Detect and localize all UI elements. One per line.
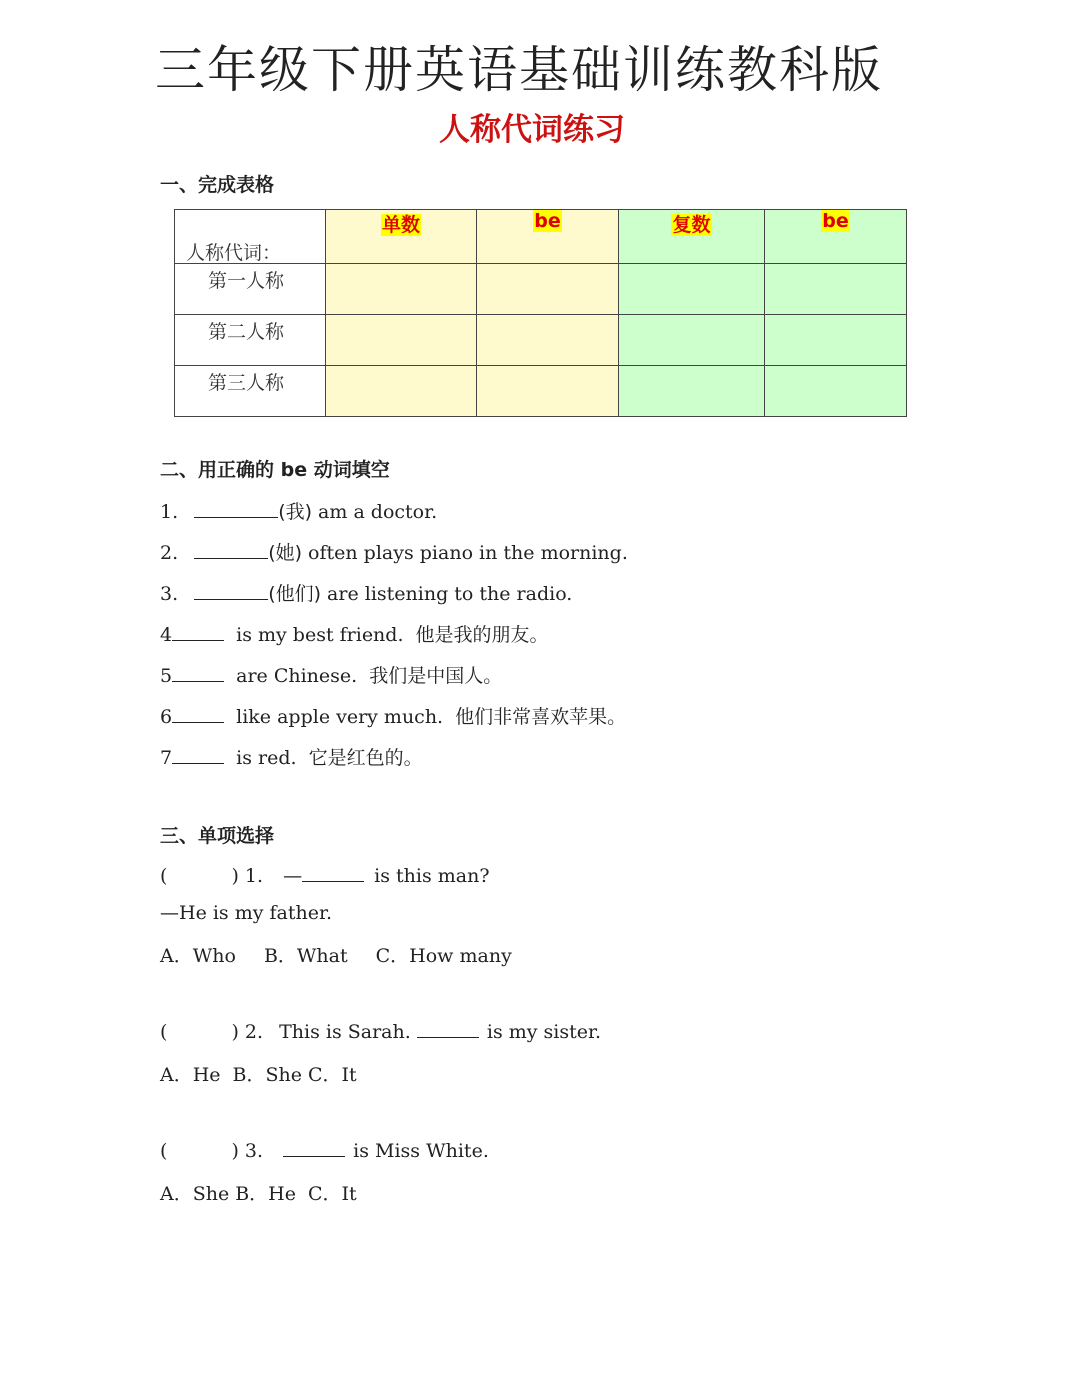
choice-question xyxy=(160,863,490,887)
item-text: are listening to the radio. xyxy=(321,583,573,605)
fill-item xyxy=(160,497,437,524)
item-hint: (我) xyxy=(278,501,313,523)
options-row xyxy=(160,1179,357,1206)
page-title: 三年级下册英语基础训练教科版 xyxy=(155,41,883,99)
answer-blank[interactable] xyxy=(194,540,268,559)
item-number: 3. xyxy=(160,583,179,605)
item-translation: 他们非常喜欢苹果。 xyxy=(455,706,627,728)
fill-item xyxy=(160,743,423,770)
answer-blank[interactable] xyxy=(194,581,268,600)
answer-paren-open[interactable]: ( xyxy=(160,1021,168,1043)
question-text: is this man? xyxy=(374,865,490,887)
item-translation: 我们是中国人。 xyxy=(369,665,503,687)
option-c[interactable]: C．It xyxy=(308,1183,357,1205)
header-be-plural xyxy=(765,210,907,264)
question-text: is my sister. xyxy=(486,1021,602,1043)
answer-paren-open[interactable]: ( xyxy=(160,1140,168,1162)
question-prefix: This is Sarah. xyxy=(279,1021,411,1043)
answer-cell[interactable] xyxy=(619,315,765,366)
item-text: often plays piano in the morning. xyxy=(302,542,628,564)
item-translation: 它是红色的。 xyxy=(308,747,423,769)
question-number: ) 3. xyxy=(231,1140,264,1162)
fill-item xyxy=(160,579,572,606)
row-label-cell xyxy=(175,366,326,417)
row-label-second-person: 第二人称 xyxy=(208,321,285,343)
row-label-cell xyxy=(175,264,326,315)
answer-cell[interactable] xyxy=(619,366,765,417)
question-prefix: — xyxy=(283,865,303,887)
fill-item xyxy=(160,620,549,647)
answer-cell[interactable] xyxy=(477,264,619,315)
header-plural xyxy=(619,210,765,264)
section-heading-table: 一、完成表格 xyxy=(160,174,275,196)
answer-cell[interactable] xyxy=(326,264,477,315)
answer-cell[interactable] xyxy=(765,264,907,315)
answer-blank[interactable] xyxy=(172,622,224,641)
row-label-third-person: 第三人称 xyxy=(208,372,285,394)
worksheet-subtitle: 人称代词练习 xyxy=(439,112,625,148)
item-text: like apple very much. xyxy=(230,706,444,728)
option-a[interactable]: A．She xyxy=(160,1183,230,1205)
fill-item xyxy=(160,538,628,565)
answer-paren-open[interactable]: ( xyxy=(160,865,168,887)
table-corner-label: 人称代词： xyxy=(186,242,282,264)
answer-cell[interactable] xyxy=(619,264,765,315)
answer-blank[interactable] xyxy=(172,745,224,764)
answer-blank[interactable] xyxy=(417,1019,479,1038)
answer-blank[interactable] xyxy=(172,663,224,682)
answer-blank[interactable] xyxy=(283,1138,345,1157)
question-number: ) 2. xyxy=(231,1021,264,1043)
header-be-singular-label: be xyxy=(534,210,561,232)
answer-blank[interactable] xyxy=(302,863,364,882)
item-number: 4 xyxy=(160,624,173,646)
options-row xyxy=(160,941,540,968)
pronoun-table xyxy=(174,209,907,417)
option-a[interactable]: A．He xyxy=(160,1064,221,1086)
table-corner-cell xyxy=(175,210,326,264)
question-number: ) 1. xyxy=(231,865,264,887)
answer-cell[interactable] xyxy=(477,366,619,417)
item-hint: (她) xyxy=(268,542,303,564)
answer-cell[interactable] xyxy=(765,315,907,366)
item-text: am a doctor. xyxy=(312,501,438,523)
option-b[interactable]: B．What xyxy=(263,945,348,967)
item-hint: (他们) xyxy=(268,583,322,605)
header-singular-label: 单数 xyxy=(381,214,420,236)
question-text: is Miss White. xyxy=(353,1140,489,1162)
option-a[interactable]: A．Who xyxy=(160,945,236,967)
section-heading-fill-blank: 二、用正确的 be 动词填空 xyxy=(160,459,390,481)
answer-cell[interactable] xyxy=(765,366,907,417)
item-number: 5 xyxy=(160,665,173,687)
answer-blank[interactable] xyxy=(172,704,224,723)
choice-question xyxy=(160,1138,489,1162)
header-be-plural-label: be xyxy=(822,210,849,232)
answer-cell[interactable] xyxy=(326,315,477,366)
answer-blank[interactable] xyxy=(194,499,278,518)
options-row xyxy=(160,1060,357,1087)
item-text: are Chinese. xyxy=(230,665,358,687)
option-c[interactable]: C．How many xyxy=(375,945,512,967)
header-plural-label: 复数 xyxy=(672,214,711,236)
item-number: 2. xyxy=(160,542,179,564)
header-be-singular xyxy=(477,210,619,264)
option-c[interactable]: C．It xyxy=(308,1064,357,1086)
fill-item xyxy=(160,661,502,688)
answer-cell[interactable] xyxy=(326,366,477,417)
row-label-first-person: 第一人称 xyxy=(208,270,285,292)
item-number: 1. xyxy=(160,501,179,523)
header-singular xyxy=(326,210,477,264)
item-translation: 他是我的朋友。 xyxy=(415,624,549,646)
fill-item xyxy=(160,702,626,729)
option-b[interactable]: B．She xyxy=(232,1064,303,1086)
item-text: is red. xyxy=(230,747,297,769)
item-number: 6 xyxy=(160,706,173,728)
question-reply: —He is my father. xyxy=(160,902,333,924)
item-text: is my best friend. xyxy=(230,624,404,646)
answer-cell[interactable] xyxy=(477,315,619,366)
row-label-cell xyxy=(175,315,326,366)
option-b[interactable]: B．He xyxy=(235,1183,296,1205)
section-heading-multiple-choice: 三、单项选择 xyxy=(160,825,275,847)
item-number: 7 xyxy=(160,747,173,769)
choice-question xyxy=(160,1019,601,1043)
